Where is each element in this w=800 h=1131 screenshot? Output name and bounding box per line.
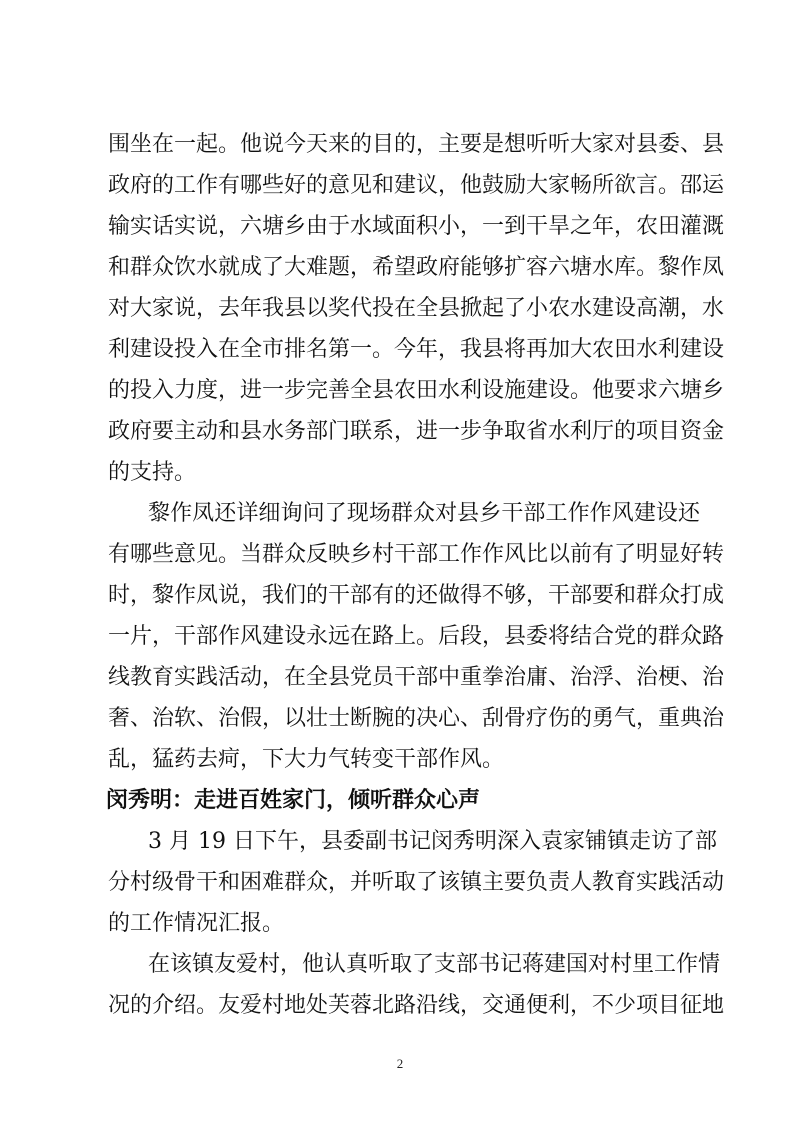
- paragraph-line: 线教育实践活动，在全县党员干部中重拳治庸、治浮、治梗、治: [108, 665, 725, 690]
- paragraph-line: 3 月 19 日下午，县委副书记闵秀明深入袁家铺镇走访了部: [148, 829, 717, 854]
- page-number: 2: [396, 1056, 404, 1071]
- paragraph-line: 输实话实说，六塘乡由于水域面积小，一到干旱之年，农田灌溉: [108, 214, 725, 239]
- paragraph-line: 政府的工作有哪些好的意见和建议，他鼓励大家畅所欲言。邵运: [108, 173, 725, 198]
- paragraph-line: 利建设投入在全市排名第一。今年，我县将再加大农田水利建设: [108, 337, 725, 362]
- paragraph-line: 和群众饮水就成了大难题，希望政府能够扩容六塘水库。黎作凤: [108, 255, 725, 280]
- paragraph-line: 时，黎作凤说，我们的干部有的还做得不够，干部要和群众打成: [108, 583, 725, 608]
- paragraph-line: 的工作情况汇报。: [108, 911, 285, 936]
- paragraph-line: 的支持。: [108, 460, 197, 485]
- paragraph-line: 政府要主动和县水务部门联系，进一步争取省水利厅的项目资金: [108, 419, 725, 444]
- paragraph-line: 黎作凤还详细询问了现场群众对县乡干部工作作风建设还: [148, 501, 700, 526]
- article-body: [106, 124, 725, 1026]
- paragraph-line: 一片，干部作风建设永远在路上。后段，县委将结合党的群众路: [108, 624, 725, 649]
- paragraph-2: [108, 493, 725, 780]
- paragraph-line: 的投入力度，进一步完善全县农田水利设施建设。他要求六塘乡: [108, 378, 725, 403]
- paragraph-line: 对大家说，去年我县以奖代投在全县掀起了小农水建设高潮，水: [108, 296, 725, 321]
- paragraph-line: 有哪些意见。当群众反映乡村干部工作作风比以前有了明显好转: [108, 542, 725, 567]
- paragraph-3: [108, 821, 725, 944]
- paragraph-1: [108, 124, 725, 493]
- paragraph-4: [108, 944, 725, 1026]
- paragraph-line: 围坐在一起。他说今天来的目的，主要是想听听大家对县委、县: [108, 132, 725, 157]
- paragraph-line: 乱，猛药去疴，下大力气转变干部作风。: [108, 747, 505, 772]
- paragraph-line: 分村级骨干和困难群众，并听取了该镇主要负责人教育实践活动: [108, 870, 725, 895]
- paragraph-line: 况的介绍。友爱村地处芙蓉北路沿线，交通便利，不少项目征地: [108, 993, 725, 1018]
- paragraph-line: 奢、治软、治假，以壮士断腕的决心、刮骨疗伤的勇气，重典治: [108, 706, 725, 731]
- paragraph-line: 在该镇友爱村，他认真听取了支部书记蒋建国对村里工作情: [148, 952, 721, 977]
- section-heading: 闵秀明：走进百姓家门，倾听群众心声: [106, 788, 481, 813]
